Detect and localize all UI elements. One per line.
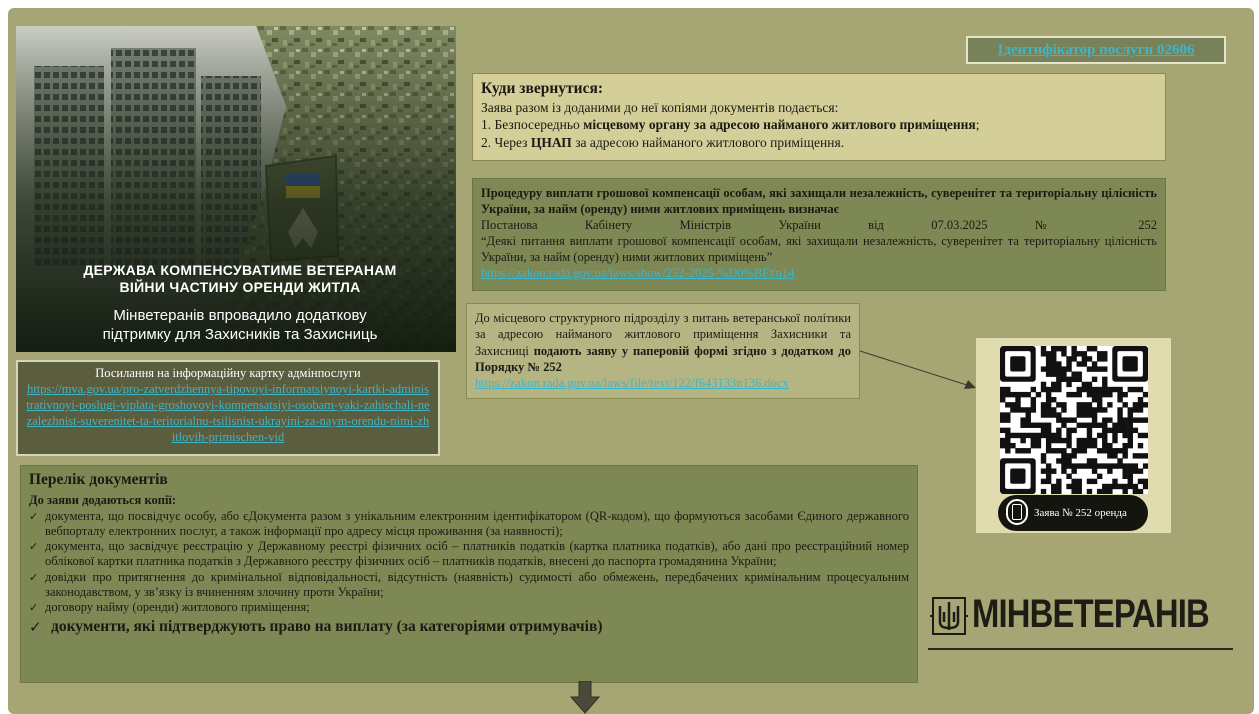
local-unit-link[interactable]: https://zakon.rada.gov.ua/laws/file/text/122/f643133n136.docx <box>475 376 789 391</box>
where-item-2-suffix: за адресою найманого житлового приміщення. <box>571 134 845 150</box>
info-card-box <box>16 360 440 456</box>
banner-title <box>30 262 450 296</box>
banner-subtitle-line2: підтримку для Захисників та Захисниць <box>102 326 378 343</box>
procedure-box <box>472 178 1166 291</box>
procedure-quote: “Деякі питання виплати грошової компенсації особам, які захищали незалежність, суверенітет та територіальну цілісність України, за найм (оренду) ними житлових приміщень” <box>481 234 1157 264</box>
documents-item-1: ✓ документа, що посвідчує особу, або єДокумента разом з унікальним електронним ідентифікатором (QR-кодом), що формуються засобами Єдиного державного вебпорталу електронних послуг, а також інформації про адресу місця проживання (за наявності); <box>29 509 909 540</box>
ministry-logo <box>928 586 1233 650</box>
trident-emblem-icon <box>930 594 968 638</box>
where-item-1-bold: місцевому органу за адресою найманого житлового приміщення <box>583 117 976 132</box>
ministry-logo-text: МІНВЕТЕРАНІВ <box>972 592 1209 636</box>
banner-subtitle <box>30 306 450 344</box>
qr-code[interactable] <box>1000 346 1148 494</box>
local-unit-bold: подають заяву у паперовій формі згідно з додатком до Порядку № 252 <box>475 343 851 374</box>
where-item-2 <box>481 134 1157 152</box>
documents-subheading: До заяви додаються копії: <box>29 493 177 508</box>
procedure-bold-text: Процедуру виплати грошової компенсації особам, які захищали незалежність, суверенітет та територіальну цілісність України, за найм (оренду) ними житлових приміщень визначає <box>481 186 1157 216</box>
documents-item-4: ✓ договору найму (оренди) житлового приміщення; <box>29 600 909 615</box>
procedure-resolution: Постанова Кабінету Міністрів України від 07.03.2025 № 252 <box>481 218 1157 232</box>
documents-list <box>29 509 909 638</box>
where-item-1-suffix: ; <box>975 117 980 132</box>
where-to-apply-box <box>472 73 1166 161</box>
where-intro: Заява разом із доданими до неї копіями документів подається: <box>481 99 839 115</box>
where-item-1-prefix: 1. Безпосередньо <box>481 117 584 132</box>
banner-title-line1: ДЕРЖАВА КОМПЕНСУВАТИМЕ ВЕТЕРАНАМ <box>83 262 397 278</box>
local-unit-box <box>466 303 860 399</box>
documents-heading: Перелік документів <box>29 471 168 488</box>
documents-final-item: ✓ документи, які підтверджують право на виплату (за категоріями отримувачів) <box>29 616 909 638</box>
where-item-2-bold: ЦНАП <box>530 134 572 150</box>
local-unit-text: До місцевого структурного підрозділу з питань ветеранської політики за адресою найманого житлового приміщення Захисники та Захисниці <box>475 311 851 358</box>
banner-illustration <box>16 26 456 352</box>
info-sheet <box>8 8 1254 714</box>
banner-image <box>16 26 456 352</box>
service-id-link[interactable]: Ідентифікатор послуги 02606 <box>966 36 1226 64</box>
procedure-link[interactable]: https://zakon.rada.gov.ua/laws/show/252-2025-%D0%BF#n14 <box>481 266 795 280</box>
banner-subtitle-line1: Мінветеранів впровадило додаткову <box>113 307 367 324</box>
phone-icon <box>1006 499 1028 525</box>
where-item-1 <box>481 116 1157 134</box>
qr-code-image <box>1000 346 1148 494</box>
documents-item-2: ✓ документа, що засвідчує реєстрацію у Державному реєстрі фізичних осіб – платників податків (картка платника податків), або дані про реєстраційний номер облікової картки платника податків з Державного реєстру фізичних осіб – платників податків, внесені до паспорта громадянина України; <box>29 539 909 570</box>
documents-box <box>20 465 918 683</box>
qr-caption-pill <box>998 495 1148 531</box>
qr-caption: Заява № 252 оренда <box>1034 507 1127 519</box>
banner-title-line2: ВІЙНИ ЧАСТИНУ ОРЕНДИ ЖИТЛА <box>119 279 361 295</box>
arrow-down-icon <box>570 681 600 714</box>
where-item-2-prefix: 2. Через <box>481 134 531 150</box>
where-heading: Куди звернутися: <box>481 80 604 97</box>
info-card-label: Посилання на інформаційну картку адмінпослуги <box>95 366 361 380</box>
qr-panel <box>976 338 1171 533</box>
documents-item-3: ✓ довідки про притягнення до кримінальної відповідальності, відсутність (наявність) судимості або обмежень, передбачених кримінальним процесуальним законодавством, у зв’язку із вчиненням злочину проти України; <box>29 570 909 601</box>
info-card-link[interactable]: https://mva.gov.ua/pro-zatverdzhennya-tipovoyi-informatsiynoyi-kartki-administrativnoyi-poslugi-viplata-groshovoyi-kompensatsiyi-osobam-yaki-zahischali-nezalezhnist-suverenitet-ta-teritorialnu-tsilisnist-ukrayini-za-naym-orendu-nimi-zhitlovih-primischen-vid <box>26 382 430 444</box>
